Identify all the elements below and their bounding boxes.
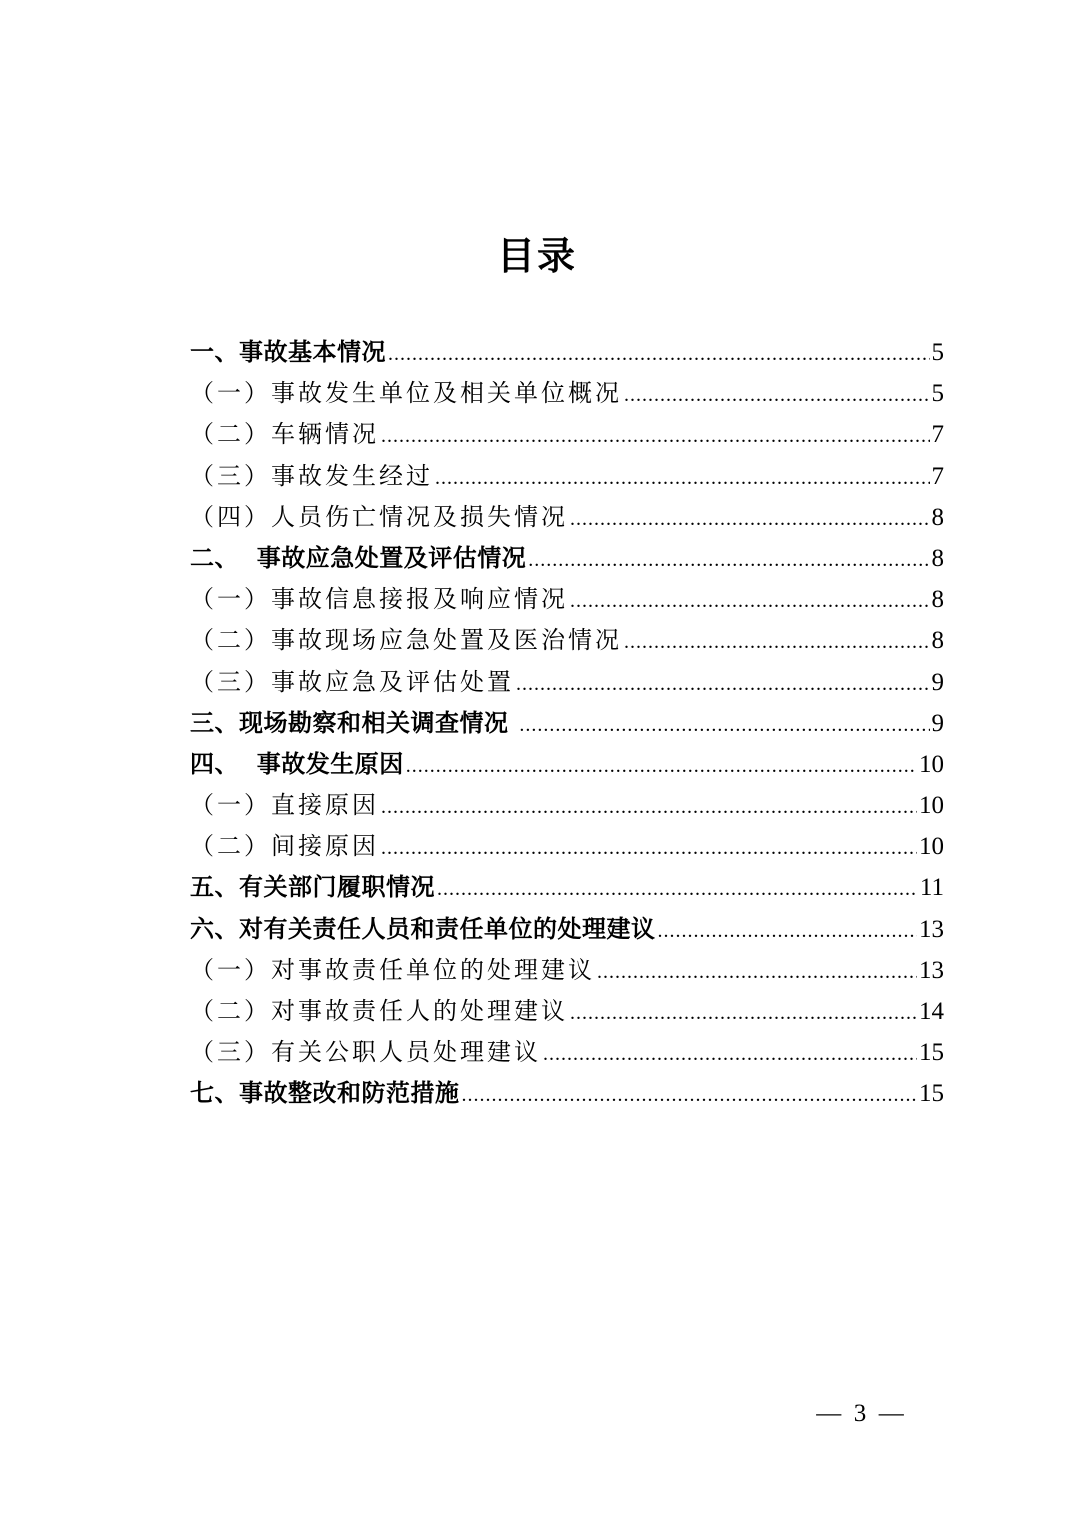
- toc-entry-label: （二）事故现场应急处置及医治情况: [190, 626, 622, 655]
- toc-dot-leader: [406, 746, 917, 785]
- toc-entry-label: 七、事故整改和防范措施: [190, 1079, 460, 1108]
- toc-entry: [190, 867, 944, 908]
- toc-entry-page: 10: [919, 792, 944, 820]
- toc-entry: [190, 703, 944, 744]
- toc-entry-label: （一）事故发生单位及相关单位概况: [190, 379, 622, 408]
- toc-entry-page: 8: [931, 586, 944, 614]
- toc-entry: [190, 332, 944, 373]
- toc-entry: [190, 909, 944, 950]
- toc-entry-page: 14: [919, 998, 944, 1025]
- toc-entry-label: 五、有关部门履职情况: [190, 873, 435, 902]
- toc-dot-leader: [381, 416, 930, 455]
- toc-entry-page: 8: [931, 503, 944, 531]
- toc-entry: [190, 662, 944, 703]
- toc-dot-leader: [528, 540, 929, 579]
- toc-dot-leader: [624, 375, 930, 414]
- toc-dot-leader: [435, 458, 930, 497]
- toc-dot-leader: [381, 787, 917, 826]
- toc-dot-leader: [388, 334, 930, 373]
- toc-dot-leader: [462, 1075, 918, 1114]
- toc-entry-page: 5: [931, 339, 944, 366]
- toc-dot-leader: [658, 911, 918, 950]
- toc-entry-page: 9: [931, 709, 944, 737]
- page-title: 目录: [496, 234, 577, 278]
- toc-entry-page: 7: [931, 462, 944, 490]
- toc-dot-leader: [570, 993, 917, 1032]
- toc-entry-label: 一、事故基本情况: [190, 338, 386, 366]
- toc-dot-leader: [437, 869, 918, 908]
- toc-entry: [190, 744, 944, 785]
- toc-entry-label: （一）事故信息接报及响应情况: [190, 585, 568, 614]
- toc-entry: [190, 456, 944, 497]
- toc-entry-label: （三）有关公职人员处理建议: [190, 1038, 541, 1067]
- toc-dot-leader: [597, 952, 917, 991]
- toc-dot-leader: [570, 581, 930, 620]
- toc-entry-page: 5: [931, 380, 944, 408]
- toc-entry-label: （二）车辆情况: [190, 420, 379, 449]
- toc-entry: [190, 785, 944, 826]
- toc-entry: [190, 620, 944, 661]
- toc-entry: [190, 991, 944, 1032]
- toc-dot-leader: [519, 705, 929, 744]
- toc-entry-page: 10: [919, 750, 944, 778]
- toc-entry-label: （四）人员伤亡情况及损失情况: [190, 502, 568, 531]
- toc-entry-label: （二）间接原因: [190, 832, 379, 861]
- toc-dot-leader: [543, 1034, 917, 1073]
- toc-entry-label: （一）对事故责任单位的处理建议: [190, 955, 595, 984]
- toc-entry: [190, 1073, 944, 1114]
- toc-entry: [190, 950, 944, 991]
- toc-entry: [190, 497, 944, 538]
- toc-entry-page: 8: [931, 627, 944, 655]
- toc-entry-page: 15: [919, 1080, 944, 1108]
- toc-entry-page: 13: [919, 915, 944, 943]
- page-number: — 3 —: [816, 1400, 904, 1427]
- toc-entry-page: 15: [919, 1039, 944, 1067]
- toc-entry-page: 9: [931, 668, 944, 696]
- toc-dot-leader: [570, 499, 930, 538]
- toc-entry-page: 8: [931, 544, 944, 572]
- toc-dot-leader: [624, 622, 930, 661]
- toc-dot-leader: [516, 664, 930, 703]
- toc-dot-leader: [381, 828, 917, 867]
- toc-entry: [190, 414, 944, 455]
- toc-entry-label: 六、对有关责任人员和责任单位的处理建议: [190, 914, 656, 943]
- toc-entry-label: （三）事故发生经过: [190, 461, 433, 490]
- toc-entry-label: （三）事故应急及评估处置: [190, 667, 514, 696]
- toc-entry: [190, 373, 944, 414]
- toc-entry: [190, 579, 944, 620]
- toc-entry-label: 二、 事故应急处置及评估情况: [190, 543, 527, 572]
- toc-entry-label: 三、现场勘察和相关调查情况: [190, 708, 518, 737]
- toc-entry: [190, 1032, 944, 1073]
- toc-entry-page: 13: [919, 956, 944, 984]
- toc-entry-label: 四、 事故发生原因: [190, 749, 404, 778]
- toc-entry-label: （二）对事故责任人的处理建议: [190, 997, 568, 1025]
- toc-entry: [190, 826, 944, 867]
- table-of-contents: [190, 332, 944, 1115]
- toc-entry-page: 7: [931, 421, 944, 449]
- toc-entry-label: （一）直接原因: [190, 791, 379, 820]
- toc-entry-page: 10: [919, 833, 944, 861]
- toc-entry: [190, 538, 944, 579]
- toc-entry-page: 11: [919, 874, 944, 902]
